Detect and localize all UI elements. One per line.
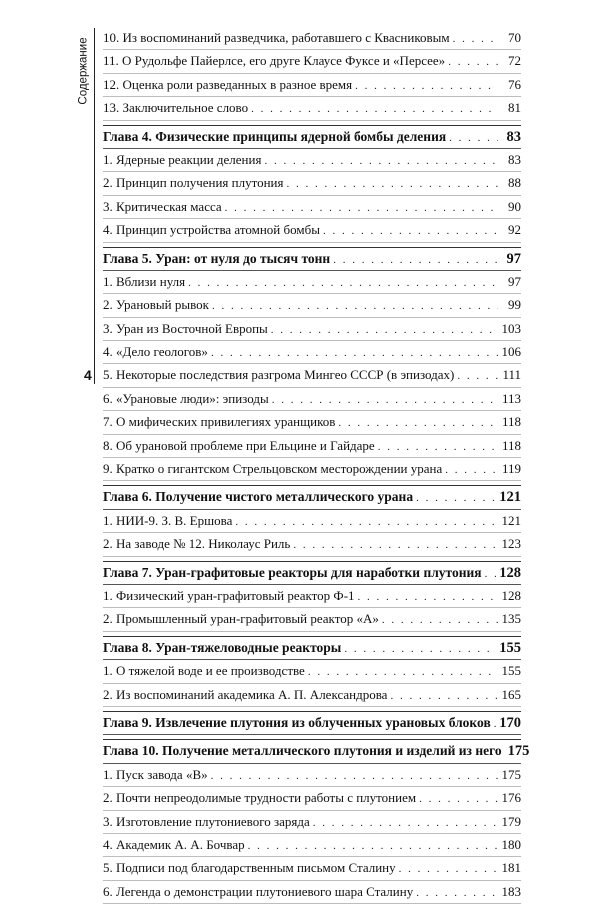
dot-leader (399, 858, 498, 880)
item-title: 4. Принцип устройства атомной бомбы (103, 222, 320, 238)
item-title: 3. Уран из Восточной Европы (103, 320, 268, 336)
page-ref: 180 (501, 836, 521, 852)
item-title: 1. Физический уран-графитовый реактор Ф-1 (103, 587, 355, 603)
dot-leader (212, 295, 498, 317)
item-title: 1. Ядерные реакции деления (103, 151, 262, 167)
page-ref: 155 (501, 663, 521, 679)
toc-item-row (103, 811, 521, 834)
dot-leader (338, 412, 498, 434)
item-title: 2. Из воспоминаний академика А. П. Александрова (103, 686, 388, 702)
page-ref: 181 (501, 860, 521, 876)
toc-chapter-row (103, 247, 521, 271)
dot-leader (211, 765, 498, 787)
dot-leader (416, 882, 498, 904)
page-ref: 119 (501, 461, 521, 477)
chapter-title: Глава 10. Получение металлического плутония и изделий из него (103, 743, 502, 759)
dot-leader (211, 342, 498, 364)
running-head-text: Содержание (78, 37, 90, 105)
page-ref: 70 (508, 30, 521, 45)
running-head (76, 30, 92, 112)
page-ref: 135 (501, 611, 521, 627)
toc-item-row (103, 660, 521, 683)
toc-item-row (103, 294, 521, 317)
page-ref: 155 (499, 639, 521, 656)
page-ref: 106 (501, 344, 521, 360)
toc-chapter-row (103, 739, 530, 763)
toc-item-row (103, 27, 521, 50)
toc-item-row (103, 881, 521, 904)
dot-leader (485, 563, 497, 585)
item-title: 3. Критическая масса (103, 198, 222, 214)
toc-chapter-row (103, 561, 521, 585)
dot-leader (287, 173, 499, 195)
page-ref: 170 (499, 714, 521, 731)
dot-leader (419, 788, 498, 810)
page-ref: 111 (502, 367, 521, 383)
item-title: 2. Промышленный уран-графитовый реактор «А» (103, 611, 379, 627)
page-ref: 121 (501, 512, 521, 528)
item-title: 2. Принцип получения плутония (103, 175, 284, 191)
chapter-title: Глава 8. Уран-тяжеловодные реакторы (103, 639, 342, 655)
toc-item-row (103, 787, 521, 810)
page-ref: 128 (501, 587, 521, 603)
page-ref: 128 (499, 564, 521, 581)
dot-leader (313, 812, 498, 834)
page-ref: 176 (501, 790, 521, 806)
dot-leader (390, 685, 498, 707)
item-title: 1. Пуск завода «В» (103, 766, 208, 782)
item-title: 5. Некоторые последствия разгрома Мингео СССР (в эпизодах) (103, 367, 455, 383)
dot-leader (382, 609, 498, 631)
page-ref: 175 (501, 766, 521, 782)
page-ref: 92 (508, 222, 521, 238)
dot-leader (271, 319, 498, 341)
page-ref: 175 (507, 743, 530, 760)
page-ref: 118 (501, 437, 521, 453)
item-title: 1. НИИ-9. З. В. Ершова (103, 512, 233, 528)
dot-leader (355, 75, 498, 97)
toc-item-row (103, 318, 521, 341)
item-title: 12. Оценка роли разведанных в разное время (103, 76, 353, 92)
dot-leader (264, 150, 498, 172)
item-title: 8. Об урановой проблеме при Ельцине и Гайдаре (103, 437, 375, 453)
item-title: 5. Подписи под благодарственным письмом Сталину (103, 860, 396, 876)
item-title: 9. Кратко о гигантском Стрельцовском месторождении урана (103, 461, 443, 477)
page-ref: 103 (501, 320, 521, 336)
toc-item-row (103, 97, 521, 120)
page-ref: 165 (501, 686, 521, 702)
page-ref: 72 (508, 53, 521, 69)
dot-leader (416, 487, 496, 509)
dot-leader (293, 534, 498, 556)
toc-item-row (103, 608, 521, 631)
toc-item-row (103, 196, 521, 219)
toc-item-row (103, 219, 521, 242)
page-ref: 99 (508, 297, 521, 313)
item-title: 7. О мифических привилегиях уранщиков (103, 414, 336, 430)
page-ref: 88 (508, 175, 521, 191)
page-ref: 113 (501, 390, 521, 406)
chapter-title: Глава 6. Получение чистого металлического урана (103, 489, 414, 505)
toc-item-row (103, 764, 521, 787)
dot-leader (448, 51, 498, 73)
chapter-title: Глава 5. Уран: от нуля до тысяч тонн (103, 250, 331, 266)
page-ref: 81 (508, 100, 521, 116)
page-ref: 123 (501, 536, 521, 552)
page-ref: 97 (506, 250, 521, 267)
chapter-title: Глава 7. Уран-графитовые реакторы для наработки плутония (103, 564, 482, 580)
toc-item-row (103, 50, 521, 73)
dot-leader (378, 436, 498, 458)
toc-chapter-row (103, 125, 521, 149)
page-ref: 97 (508, 273, 521, 289)
dot-leader (494, 713, 497, 735)
toc-item-row (103, 271, 521, 294)
item-title: 4. Академик А. А. Бочвар (103, 836, 245, 852)
dot-leader (333, 249, 498, 271)
dot-leader (225, 197, 498, 219)
toc-item-row (103, 149, 521, 172)
item-title: 2. На заводе № 12. Николаус Риль (103, 536, 291, 552)
page-ref: 183 (501, 883, 521, 899)
toc-item-row (103, 172, 521, 195)
toc-item-row (103, 364, 521, 387)
page-ref: 76 (508, 76, 521, 92)
toc-item-row (103, 388, 521, 411)
toc-item-row (103, 857, 521, 880)
page-number: 4 (84, 367, 92, 383)
margin-rule (94, 28, 95, 384)
dot-leader (188, 272, 498, 294)
toc-item-row (103, 533, 521, 556)
item-title: 6. «Урановые люди»: эпизоды (103, 390, 269, 406)
dot-leader (344, 638, 496, 660)
toc-chapter-row (103, 636, 521, 660)
dot-leader (308, 661, 498, 683)
page-ref: 90 (508, 198, 521, 214)
chapter-title: Глава 4. Физические принципы ядерной бомбы деления (103, 128, 447, 144)
item-title: 10. Из воспоминаний разведчика, работавшего с Квасниковым (103, 30, 450, 45)
page-ref: 179 (501, 813, 521, 829)
dot-leader (449, 127, 498, 149)
dot-leader (323, 220, 498, 242)
dot-leader (248, 835, 498, 857)
toc-item-row (103, 585, 521, 608)
item-title: 6. Легенда о демонстрации плутониевого шара Сталину (103, 883, 414, 899)
toc-item-row (103, 684, 521, 707)
page-ref: 118 (501, 414, 521, 430)
item-title: 1. О тяжелой воде и ее производстве (103, 663, 305, 679)
item-title: 2. Почти непреодолимые трудности работы с плутонием (103, 790, 417, 806)
dot-leader (251, 98, 498, 120)
item-title: 3. Изготовление плутониевого заряда (103, 813, 310, 829)
chapter-title: Глава 9. Извлечение плутония из облученных урановых блоков (103, 714, 491, 730)
dot-leader (272, 389, 498, 411)
item-title: 2. Урановый рывок (103, 297, 209, 313)
toc-item-row (103, 341, 521, 364)
toc-item-row (103, 510, 521, 533)
toc-item-row (103, 411, 521, 434)
item-title: 1. Вблизи нуля (103, 273, 186, 289)
dot-leader (358, 586, 498, 608)
dot-leader (457, 365, 498, 387)
item-title: 13. Заключительное слово (103, 100, 249, 116)
toc-item-row (103, 435, 521, 458)
toc-item-row (103, 74, 521, 97)
item-title: 11. О Рудольфе Пайерлсе, его друге Клаусе Фуксе и «Персее» (103, 53, 446, 69)
table-of-contents (103, 27, 530, 904)
page-ref: 121 (499, 489, 521, 506)
toc-item-row (103, 458, 521, 481)
toc-chapter-row (103, 711, 521, 735)
page-ref: 83 (506, 128, 521, 145)
item-title: 4. «Дело геологов» (103, 344, 208, 360)
dot-leader (453, 28, 498, 50)
page-ref: 83 (508, 151, 521, 167)
dot-leader (445, 459, 498, 481)
toc-item-row (103, 834, 521, 857)
dot-leader (235, 511, 498, 533)
toc-chapter-row (103, 485, 521, 509)
